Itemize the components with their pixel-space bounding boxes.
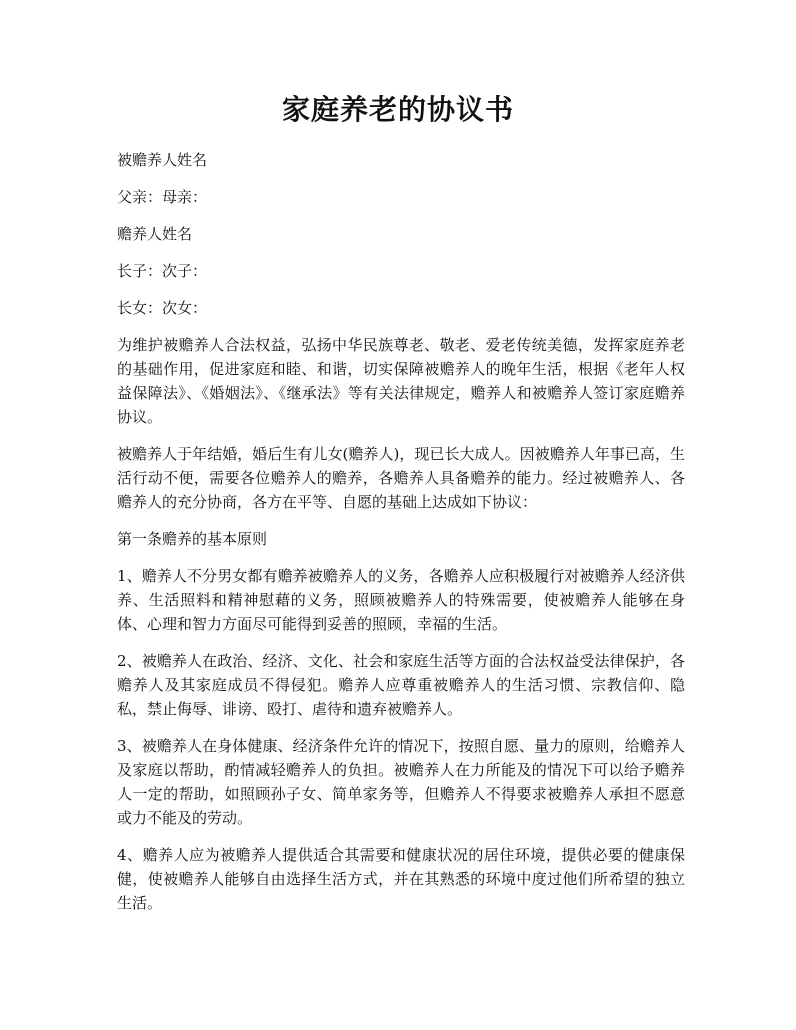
paragraph-supporter-names: 赡养人姓名 xyxy=(117,225,193,243)
document-title: 家庭养老的协议书 xyxy=(281,93,514,126)
paragraph-father-mother: 父亲：母亲： xyxy=(117,188,208,206)
clause-3: 3、被赡养人在身体健康、经济条件允许的情况下，按照自愿、量力的原则，给赡养人及家庭以帮助，酌情减轻赡养人的负担。被赡养人在力所能及的情况下可以给予赡养人一定的帮助，如照顾孙子女、简单家务等，但赡养人不得要求被赡养人承担不愿意或力不能及的劳动。 xyxy=(117,737,685,827)
section-heading-article-1: 第一条赡养的基本原则 xyxy=(117,530,268,548)
clause-4: 4、赡养人应为被赡养人提供适合其需要和健康状况的居住环境，提供必要的健康保健，使被赡养人能够自由选择生活方式，并在其熟悉的环境中度过他们所希望的独立生活。 xyxy=(117,846,685,912)
paragraph-background: 被赡养人于年结婚，婚后生有儿女(赡养人)，现已长大成人。因被赡养人年事已高，生活行动不便，需要各位赡养人的赡养，各赡养人具备赡养的能力。经过被赡养人、各赡养人的充分协商，各方在平等、自愿的基础上达成如下协议： xyxy=(117,445,685,511)
paragraph-supported-person-names: 被赡养人姓名 xyxy=(117,151,208,169)
paragraph-purpose: 为维护被赡养人合法权益，弘扬中华民族尊老、敬老、爱老传统美德，发挥家庭养老的基础作用，促进家庭和睦、和谐，切实保障被赡养人的晚年生活，根据《老年人权益保障法》、《婚姻法》、《继承法》等有关法律规定，赡养人和被赡养人签订家庭赡养协议。 xyxy=(117,336,685,426)
clause-2: 2、被赡养人在政治、经济、文化、社会和家庭生活等方面的合法权益受法律保护，各赡养人及其家庭成员不得侵犯。赡养人应尊重被赡养人的生活习惯、宗教信仰、隐私，禁止侮辱、诽谤、殴打、虐待和遗弃被赡养人。 xyxy=(117,652,685,718)
paragraph-daughters: 长女：次女： xyxy=(117,299,208,317)
paragraph-sons: 长子：次子： xyxy=(117,262,208,280)
document-body xyxy=(117,148,685,928)
clause-1: 1、赡养人不分男女都有赡养被赡养人的义务，各赡养人应积极履行对被赡养人经济供养、生活照料和精神慰藉的义务，照顾被赡养人的特殊需要，使被赡养人能够在身体、心理和智力方面尽可能得到妥善的照顾，幸福的生活。 xyxy=(117,567,685,633)
